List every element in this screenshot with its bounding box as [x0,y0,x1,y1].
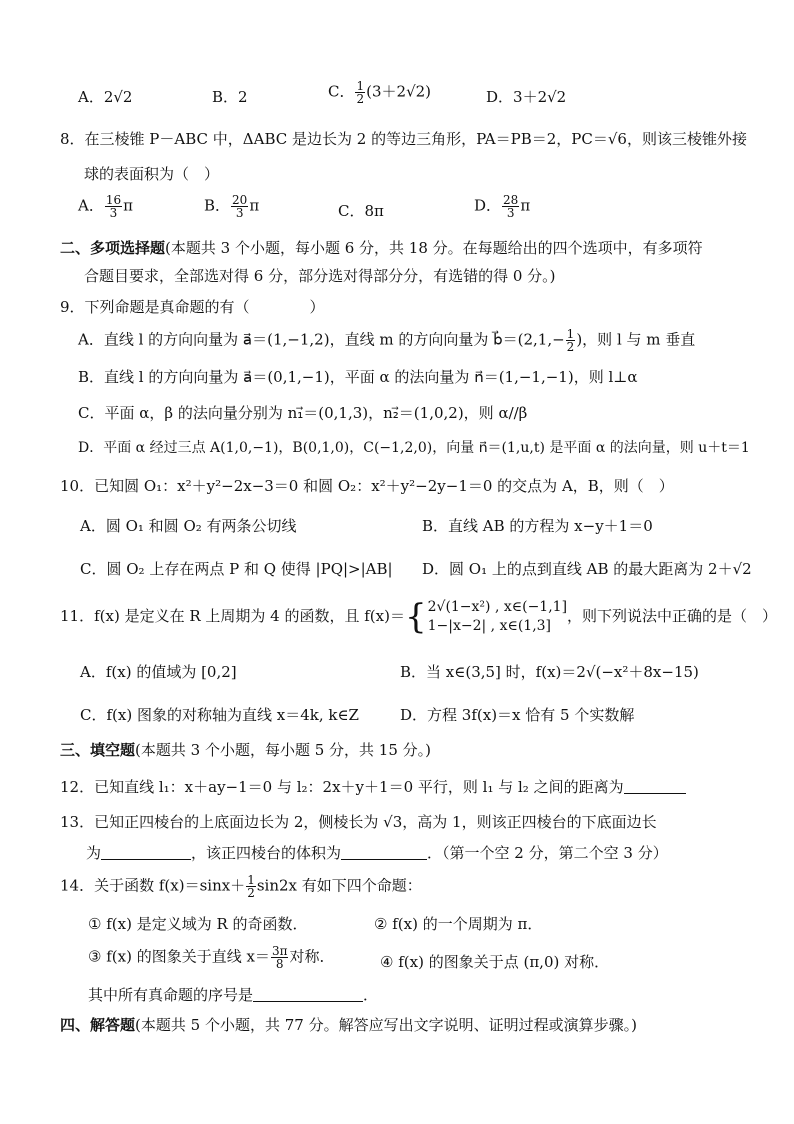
q14-proposition-3-post: 对称． [289,947,335,966]
q11-stem-pre: 11．f(x) 是定义在 R 上周期为 4 的函数，且 f(x)＝ [60,606,405,625]
q13-line2-post: ．（第一个空 2 分，第二个空 3 分） [427,844,668,862]
q14-stem-numerator: 1 [247,873,255,887]
q8-option-d-denominator: 3 [506,206,515,220]
q14-stem-denominator: 2 [247,886,255,900]
q14-proposition-2 [374,915,542,934]
q11-case1: 2√(1−x²) , x∈(−1,1] [427,599,568,615]
q10-option-c [80,560,393,579]
q8-option-b-denominator: 3 [235,206,244,220]
q14-proposition-1 [88,915,308,934]
q11-option-c-text: C．f(x) 图象的对称轴为直线 x＝4k, k∈Z [80,706,359,724]
section2-heading [60,239,703,258]
q14-question-text: 其中所有真命题的序号是 [88,986,254,1004]
q14-proposition-3 [88,945,334,970]
q9-option-c [78,404,527,423]
q10-option-d-text: D．圆 O₁ 上的点到直线 AB 的最大距离为 2＋√2 [422,560,752,578]
q10-option-a-text: A．圆 O₁ 和圆 O₂ 有两条公切线 [80,517,297,535]
q8-option-a-prefix: A． [78,196,104,215]
q11-cases-brace: { [404,596,427,637]
q14-stem-fraction [246,874,256,899]
q9-option-b [78,368,638,387]
q9-stem-text: 9．下列命题是真命题的有（ ） [60,298,325,316]
q14-question [88,986,378,1005]
q8-option-b-tail: π [249,196,260,215]
q8-option-b-prefix: B． [204,196,231,215]
q14-answer-blank [253,987,363,1002]
q7-option-c-prefix: C． [328,82,355,101]
q14-proposition-4 [380,953,609,972]
section3-title: 三、填空题 [60,741,136,759]
section4-desc: (本题共 5 个小题，共 77 分。解答应写出文字说明、证明过程或演算步骤。) [135,1016,637,1034]
q8-option-d-prefix: D． [474,196,502,215]
q13-line2 [86,844,668,863]
q13-line1 [60,813,657,832]
q10-option-b-text: B．直线 AB 的方程为 x−y＋1＝0 [422,517,653,535]
q9-option-a-numerator: 1 [566,327,575,341]
q8-stem-line1-text: 8．在三棱锥 P－ABC 中，ΔABC 是边长为 2 的等边三角形，PA＝PB＝2，PC＝√6，则该三棱锥外接 [60,130,747,148]
q12-answer-blank [624,779,686,794]
q8-option-a-numerator: 16 [105,193,122,207]
q14-proposition-3-numerator: 3π [271,944,288,958]
q13-line2-mid: ，该正四棱台的体积为 [191,844,342,862]
q14-proposition-3-fraction [271,945,289,970]
section2-desc2: 合题目要求，全部选对得 6 分，部分选对得部分分，有选错的得 0 分。) [84,267,556,285]
q14-proposition-3-pre: ③ f(x) 的图象关于直线 x＝ [88,947,270,966]
q9-stem [60,298,325,317]
q10-option-a [80,517,297,536]
q10-stem-text: 10．已知圆 O₁：x²＋y²−2x−3＝0 和圆 O₂：x²＋y²−2y−1＝0 的交点为 A，B，则（ ） [60,477,674,495]
q8-option-a-tail: π [123,196,133,215]
q10-option-d [422,560,752,579]
q14-proposition-2-text: ② f(x) 的一个周期为 π． [374,915,543,933]
q11-option-c [80,706,359,725]
q14-stem [60,874,422,899]
q9-option-a [78,328,695,353]
q11-option-a [80,663,237,682]
q10-stem [60,477,674,496]
q8-stem-line2 [84,165,219,184]
q7-option-d-text: D．3＋2√2 [486,88,567,106]
section2-desc-line2 [84,267,556,286]
q9-option-b-text: B．直线 l 的方向向量为 a⃗＝(0,1,−1)，平面 α 的法向量为 n⃗＝(1,−1,−1)，则 l⊥α [78,368,638,386]
q9-option-a-tail: ，则 l 与 m 垂直 [582,330,696,349]
q10-option-b [422,517,653,536]
q13-answer-blank-2 [341,845,427,860]
q9-option-a-denominator: 2 [566,340,575,354]
q7-option-d [486,88,566,107]
q11-option-b [400,663,699,682]
q7-option-b [212,88,248,107]
q13-answer-blank-1 [101,845,191,860]
q8-option-a-denominator: 3 [109,206,118,220]
q9-option-a-pre: A．直线 l 的方向向量为 a⃗＝(1,−1,2)，直线 m 的方向向量为 b⃗＝ [78,330,518,349]
q14-proposition-3-denominator: 8 [275,957,284,971]
section4-heading [60,1016,637,1035]
q11-cases [428,598,567,636]
section3-desc: (本题共 3 个小题，每小题 5 分，共 15 分。) [135,741,432,759]
q8-option-c [338,202,384,221]
section2-title: 二、多项选择题 [60,239,166,257]
q9-option-a-vec-pre: (2,1,− [517,330,565,349]
section3-heading [60,741,431,760]
q7-option-c-fraction [355,80,365,105]
q7-option-a [78,88,132,107]
q8-option-d-numerator: 28 [503,193,519,207]
q8-stem-line1 [60,130,747,149]
q14-proposition-4-text: ④ f(x) 的图象关于点 (π,0) 对称． [380,953,610,971]
q8-option-d [474,194,530,219]
q9-option-d [78,440,750,458]
q11-stem-post: ，则下列说法中正确的是（ ） [567,606,778,625]
q11-option-a-text: A．f(x) 的值域为 [0,2] [80,663,237,681]
q9-option-a-vec-post: ) [576,330,583,349]
q8-option-b-fraction [231,194,248,219]
q12-text: 12．已知直线 l₁：x＋ay−1＝0 与 l₂：2x＋y＋1＝0 平行，则 l₁ 与 l₂ 之间的距离为 [60,778,624,796]
q12 [60,778,686,797]
q11-option-d [400,706,634,725]
q8-option-d-fraction [502,194,519,219]
q8-option-a [78,194,133,219]
q7-option-c-numerator: 1 [356,79,365,93]
q11-stem [60,598,777,636]
q14-question-end: ． [363,986,379,1004]
q7-option-c-denominator: 2 [356,92,365,106]
q7-option-c [328,80,431,105]
q7-option-b-text: B．2 [212,88,248,106]
q8-option-c-text: C．8π [338,202,384,220]
section2-desc1: (本题共 3 个小题，每小题 6 分，共 18 分。在每题给出的四个选项中，有多项符 [165,239,703,257]
q8-option-a-fraction [105,194,122,219]
q10-option-c-text: C．圆 O₂ 上存在两点 P 和 Q 使得 |PQ|>|AB| [80,560,393,578]
q11-case2: 1−|x−2| , x∈(1,3] [427,617,552,634]
q14-stem-post: sin2x 有如下四个命题： [256,876,422,895]
q11-option-d-text: D．方程 3f(x)＝x 恰有 5 个实数解 [400,706,635,724]
q8-option-b [204,194,259,219]
q9-option-a-fraction [566,328,576,353]
q7-option-a-text: A．2√2 [78,88,133,106]
q8-option-b-numerator: 20 [232,193,248,207]
q9-option-c-text: C．平面 α，β 的法向量分别为 n₁⃗＝(0,1,3)，n₂⃗＝(1,0,2)，则 α//β [78,404,528,422]
q8-stem-line2-text: 球的表面积为（ ） [84,165,220,183]
q14-stem-pre: 14．关于函数 f(x)＝sinx＋ [60,876,246,895]
q13-line1-text: 13．已知正四棱台的上底面边长为 2，侧棱长为 √3，高为 1，则该正四棱台的下底面边长 [60,813,657,831]
q14-proposition-1-text: ① f(x) 是定义域为 R 的奇函数． [88,915,308,933]
q9-option-d-text: D．平面 α 经过三点 A(1,0,−1)，B(0,1,0)，C(−1,2,0)，向量 n⃗＝(1,u,t) 是平面 α 的法向量，则 u＋t＝1 [78,440,750,456]
q8-option-d-tail: π [520,196,531,215]
q11-option-b-text: B．当 x∈(3,5] 时，f(x)＝2√(−x²＋8x−15) [400,663,699,681]
section4-title: 四、解答题 [60,1016,136,1034]
q13-line2-pre: 为 [86,844,102,862]
q7-option-c-tail: (3＋2√2) [366,82,432,101]
